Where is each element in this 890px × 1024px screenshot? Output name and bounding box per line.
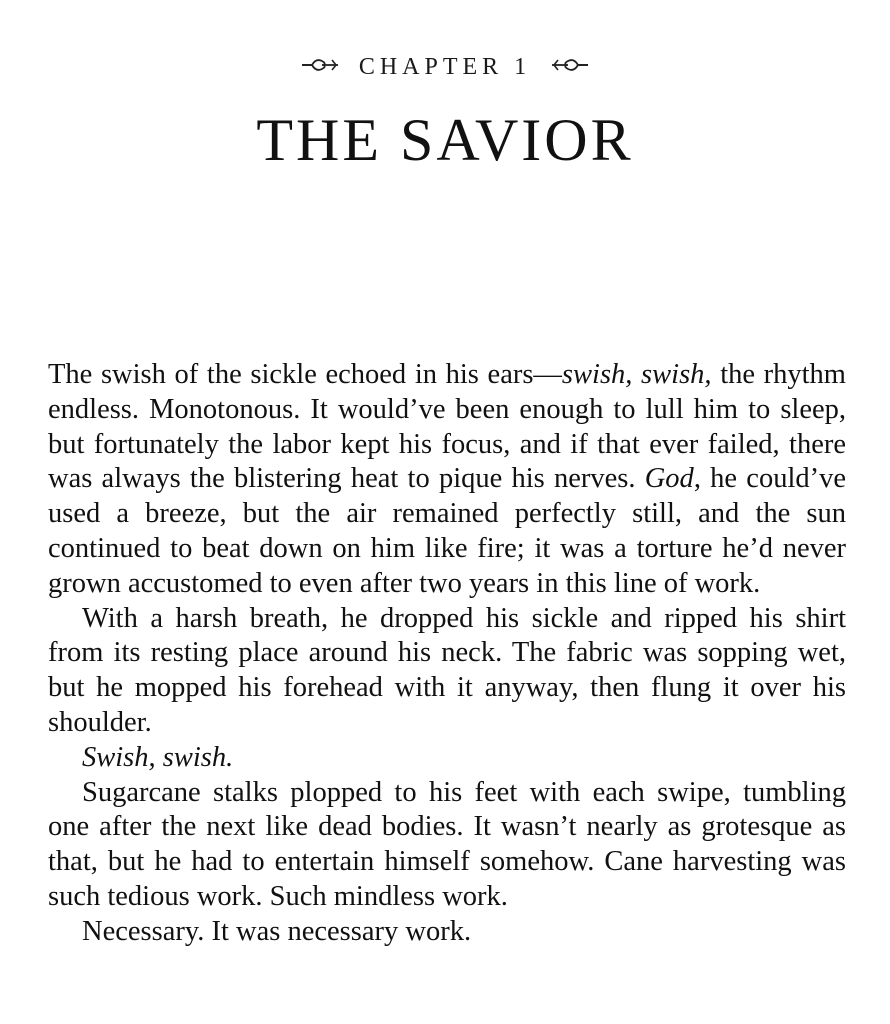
italic-text: Swish, swish. [82, 741, 234, 773]
paragraph [48, 741, 846, 776]
paragraph [48, 776, 846, 915]
paragraph-text: Sugarcane stalks plopped to his feet with each swipe, tumbling one after the next like dead bodies. It wasn’t nearly as grotesque as that, but he had to entertain himself somehow. Cane harvesting was such tedious work. Such mindless work. [48, 776, 846, 912]
paragraph-text: , he could’ve used a breeze, but the air remained perfectly still, and the sun continued to beat down on him like fire; it was a torture he’d never grown accustomed to even after two years in this line of work. [48, 463, 847, 599]
paragraph [48, 915, 846, 950]
chapter-body [48, 358, 846, 950]
italic-text: swish, swish, [561, 359, 712, 390]
chapter-label: CHAPTER 1 [358, 54, 532, 80]
paragraph [48, 602, 846, 741]
paragraph [48, 358, 846, 602]
right-ornament-icon [550, 55, 590, 75]
chapter-heading [0, 50, 890, 84]
left-ornament-icon [300, 55, 340, 75]
paragraph-text: Necessary. It was necessary work. [82, 915, 472, 947]
paragraph-text: the rhythm endless. Monotonous. It would’ve been enough to lull him to sleep, but fortunately the labor kept his focus, and if that ever failed, there was always the blistering heat to pique his nerves. [48, 359, 846, 495]
chapter-title: THE SAVIOR [256, 107, 634, 173]
paragraph-text: The swish of the sickle echoed in his ears— [48, 359, 562, 390]
italic-text: God [644, 463, 694, 495]
paragraph-text: With a harsh breath, he dropped his sickle and ripped his shirt from its resting place around his neck. The fabric was sopping wet, but he mopped his forehead with it anyway, then flung it over his shoulder. [48, 602, 846, 738]
